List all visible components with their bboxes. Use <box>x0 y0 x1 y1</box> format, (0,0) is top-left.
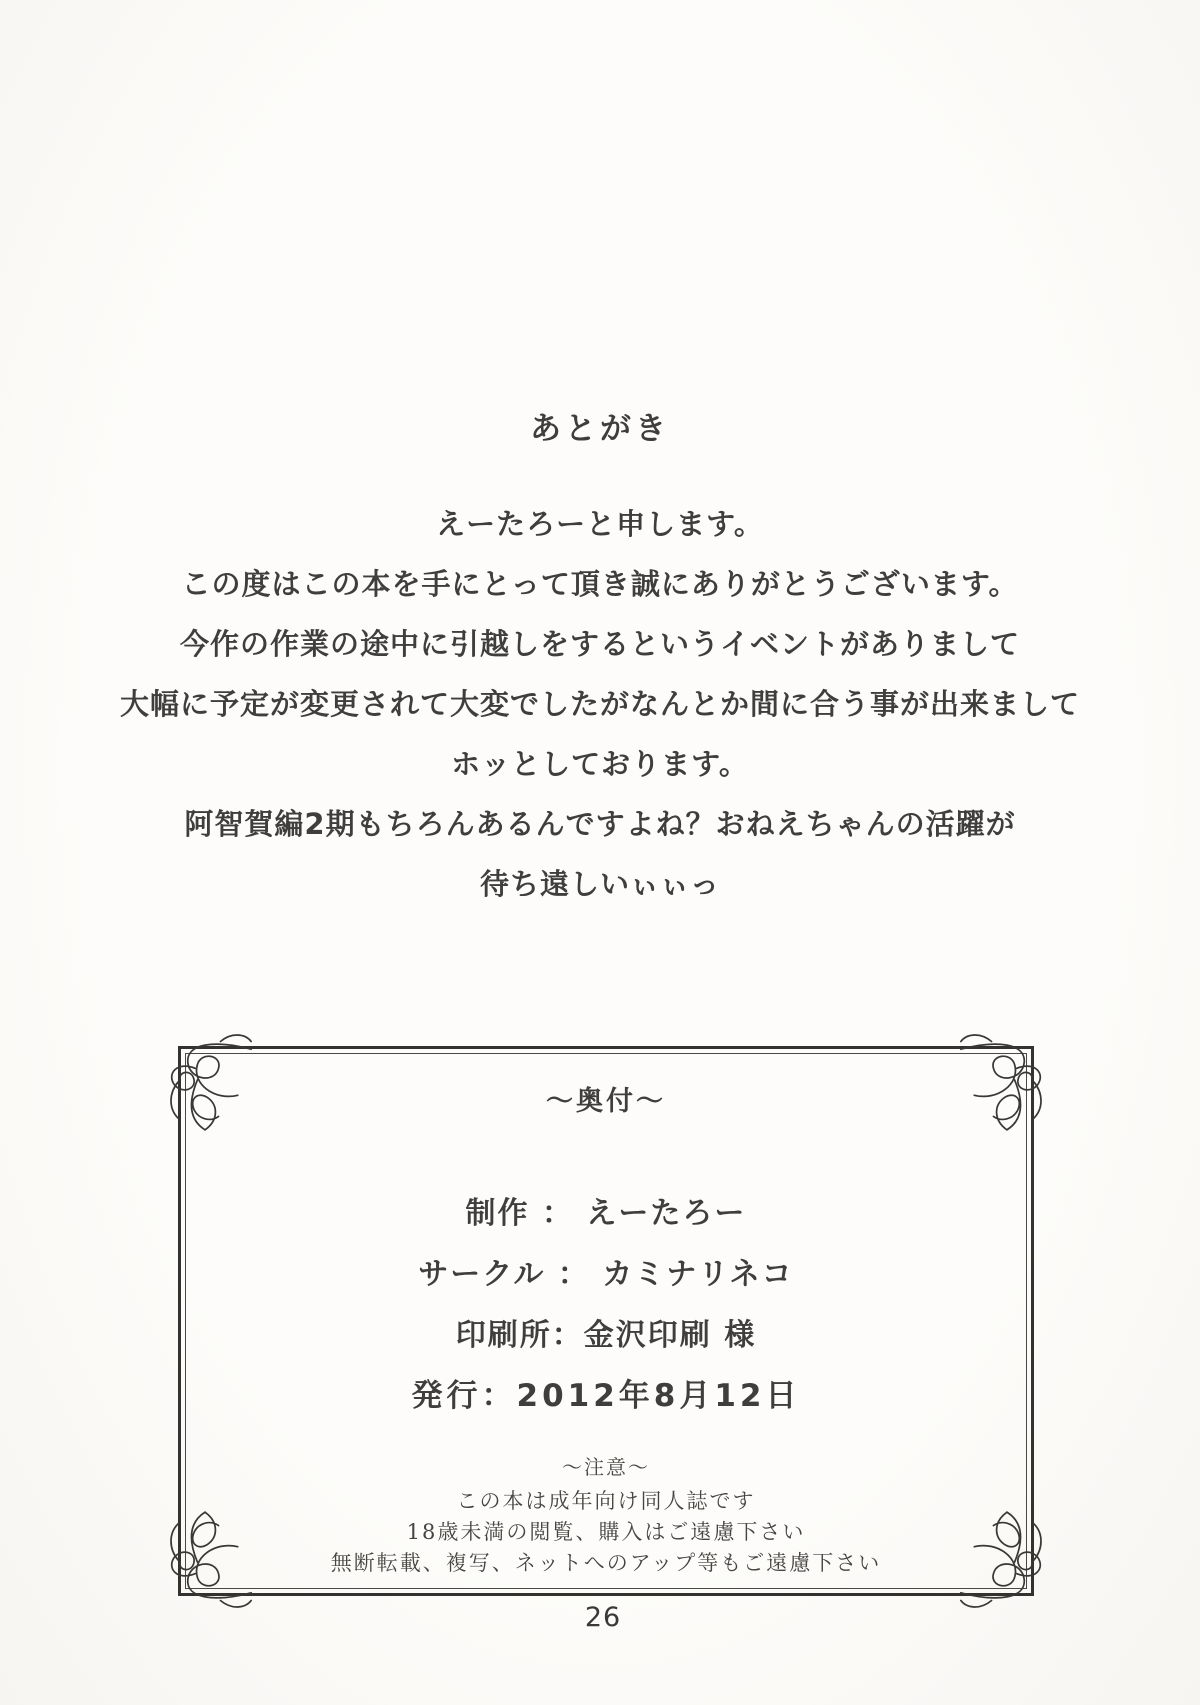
notice-line: この本は成年向け同人誌です <box>456 1489 756 1513</box>
page-number: 26 <box>584 1602 622 1633</box>
notice-section <box>181 1451 1031 1579</box>
colophon-entry-author: 制作 ： えーたろー <box>465 1196 747 1231</box>
afterword-line: ホッとしております。 <box>451 747 749 781</box>
afterword-line: この度はこの本を手にとって頂き誠にありがとうございます。 <box>181 567 1019 601</box>
afterword-line: 大幅に予定が変更されて大変でしたがなんとか間に合う事が出来まして <box>119 687 1080 721</box>
corner-flourish-icon <box>159 1019 255 1137</box>
afterword-line: 今作の作業の途中に引越しをするというイベントがありまして <box>179 627 1020 661</box>
notice-title: ～注意～ <box>562 1455 650 1479</box>
afterword-line: 待ち遠しいぃぃっ <box>479 867 720 901</box>
colophon-box <box>178 1046 1034 1596</box>
notice-line: 無断転載、複写、ネットへのアップ等もご遠慮下さい <box>330 1551 882 1575</box>
afterword-line: えーたろーと申します。 <box>436 507 764 541</box>
corner-flourish-icon <box>957 1019 1053 1137</box>
colophon-title: ～奥付～ <box>546 1086 666 1117</box>
colophon-entry-circle: サークル ： カミナリネコ <box>418 1257 794 1292</box>
notice-line: 18歳未満の閲覧、購入はご遠慮下さい <box>406 1520 806 1544</box>
colophon-entry-published: 発行：2012年8月12日 <box>411 1378 801 1414</box>
afterword-section <box>0 403 1200 914</box>
afterword-title: あとがき <box>530 411 670 447</box>
afterword-line: 阿智賀編2期もちろんあるんですよね？おねえちゃんの活躍が <box>184 807 1016 841</box>
colophon-entries <box>181 1183 1031 1427</box>
colophon-entry-printer: 印刷所：金沢印刷 様 <box>455 1318 757 1353</box>
